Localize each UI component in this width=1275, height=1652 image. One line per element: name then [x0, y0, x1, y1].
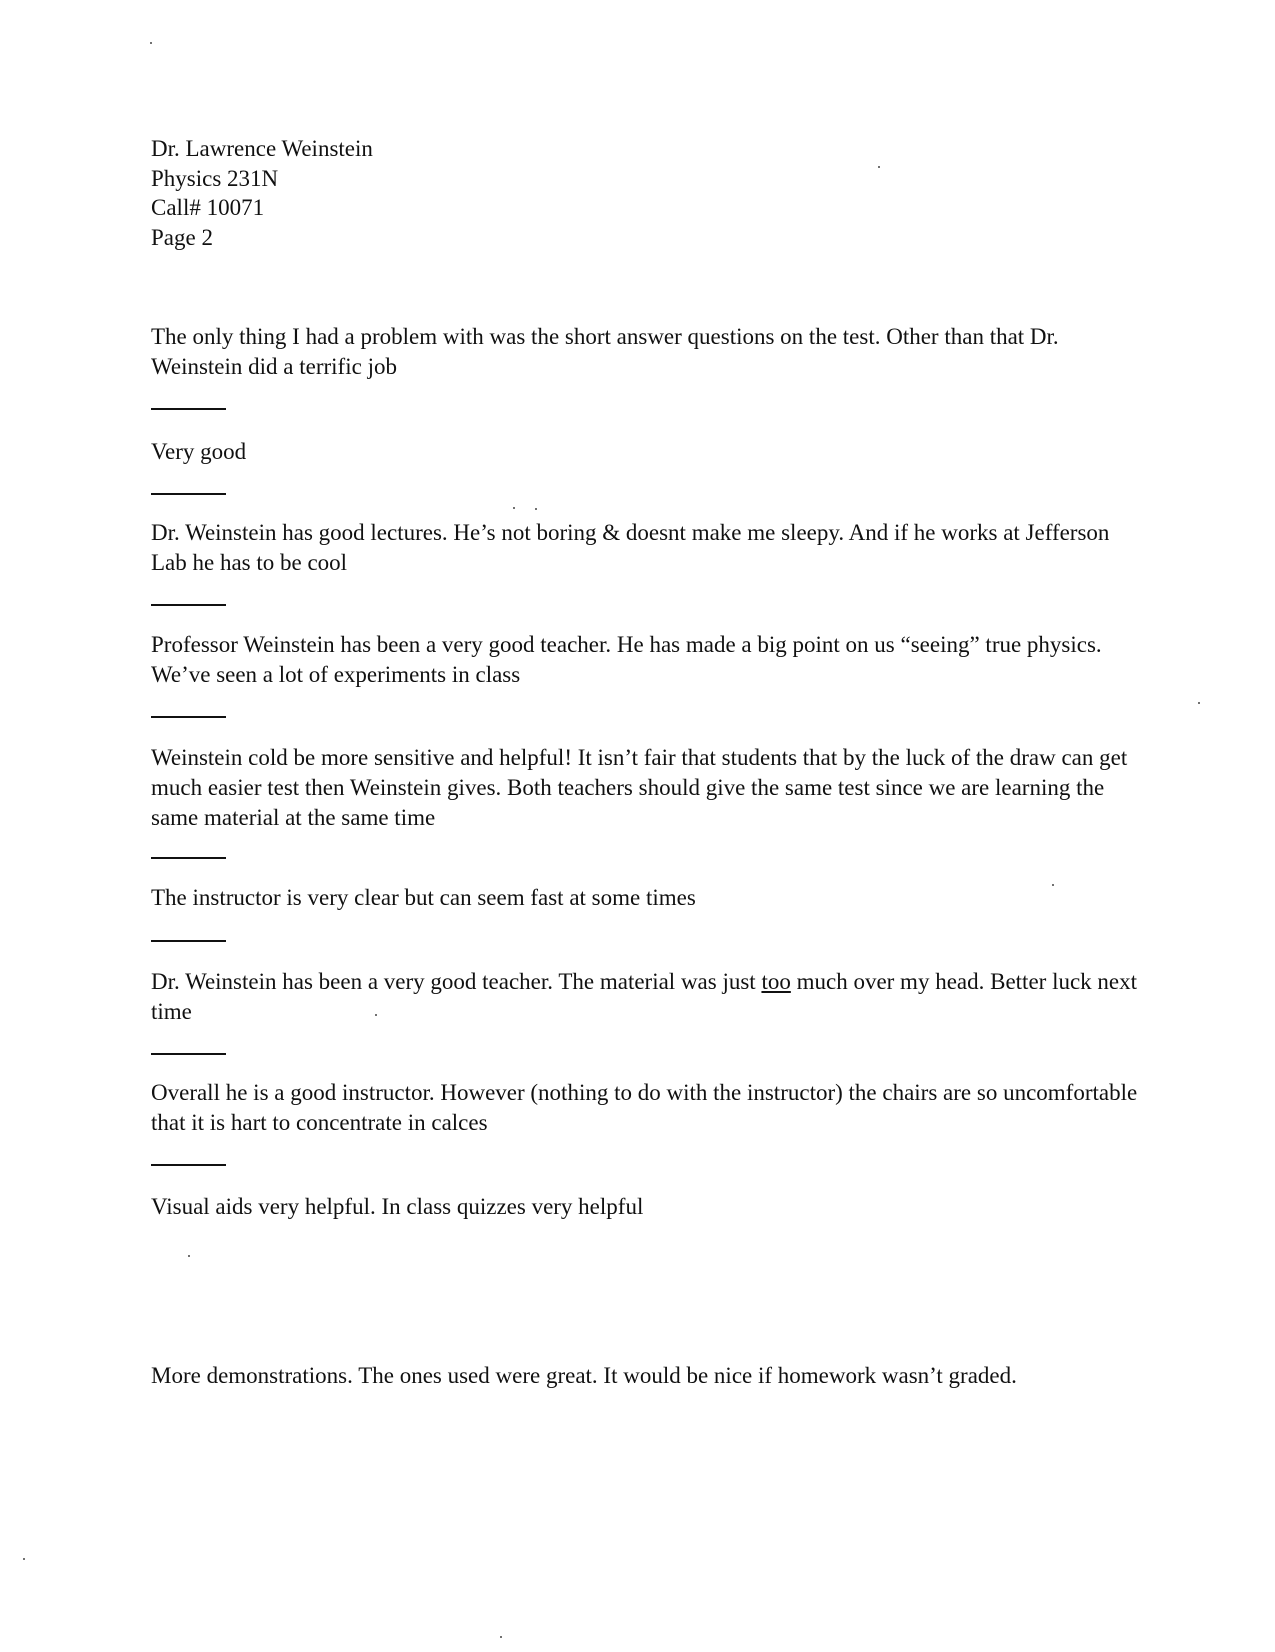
- comment-7: [151, 967, 1141, 1027]
- separator-line: [151, 604, 226, 606]
- call-number: Call# 10071: [151, 195, 265, 220]
- comment-6: The instructor is very clear but can seem fast at some times: [151, 885, 696, 910]
- scan-speck: [1198, 702, 1200, 704]
- scan-speck: [23, 1558, 25, 1560]
- scan-speck: [500, 1636, 502, 1638]
- scan-speck: [1052, 884, 1054, 886]
- scan-speck: [375, 1014, 377, 1016]
- scan-speck: [878, 166, 880, 168]
- comment-8: Overall he is a good instructor. However (nothing to do with the instructor) the chairs are so uncomfortable that it is hart to concentrate in calces: [151, 1080, 1138, 1135]
- comment-4: Professor Weinstein has been a very good teacher. He has made a big point on us “seeing” true physics. We’ve seen a lot of experiments in class: [151, 632, 1102, 687]
- separator-line: [151, 857, 226, 859]
- comment-3: Dr. Weinstein has good lectures. He’s not boring & doesnt make me sleepy. And if he works at Jefferson Lab he has to be cool: [151, 520, 1110, 575]
- separator-line: [151, 940, 226, 942]
- instructor-name: Dr. Lawrence Weinstein: [151, 136, 373, 161]
- scan-speck: [150, 42, 152, 44]
- separator-line: [151, 408, 226, 410]
- comment-1: The only thing I had a problem with was the short answer questions on the test. Other than that Dr. Weinstein did a terrific job: [151, 324, 1059, 379]
- page-number: Page 2: [151, 224, 213, 250]
- scan-speck: [535, 508, 537, 510]
- separator-line: [151, 716, 226, 718]
- comment-9: Visual aids very helpful. In class quizzes very helpful: [151, 1194, 644, 1219]
- scan-speck: [188, 1255, 190, 1257]
- separator-line: [151, 1164, 226, 1166]
- comment-7-text-start: Dr. Weinstein has been a very good teacher. The material was just: [151, 969, 762, 994]
- separator-line: [151, 1053, 226, 1055]
- document-header: [151, 134, 373, 252]
- comment-7-text-end: much over my head. Better luck next time: [151, 969, 1138, 1024]
- comment-10: More demonstrations. The ones used were great. It would be nice if homework wasn’t graded.: [151, 1363, 1017, 1388]
- course-name: Physics 231N: [151, 165, 279, 191]
- comment-2: Very good: [151, 439, 247, 464]
- comment-5: Weinstein cold be more sensitive and helpful! It isn’t fair that students that by the luck of the draw can get much easier test then Weinstein gives. Both teachers should give the same test since we are learning the same material at the same time: [151, 745, 1128, 830]
- separator-line: [151, 493, 226, 495]
- comment-7-underlined-word: too: [761, 969, 791, 994]
- scan-speck: [513, 507, 515, 509]
